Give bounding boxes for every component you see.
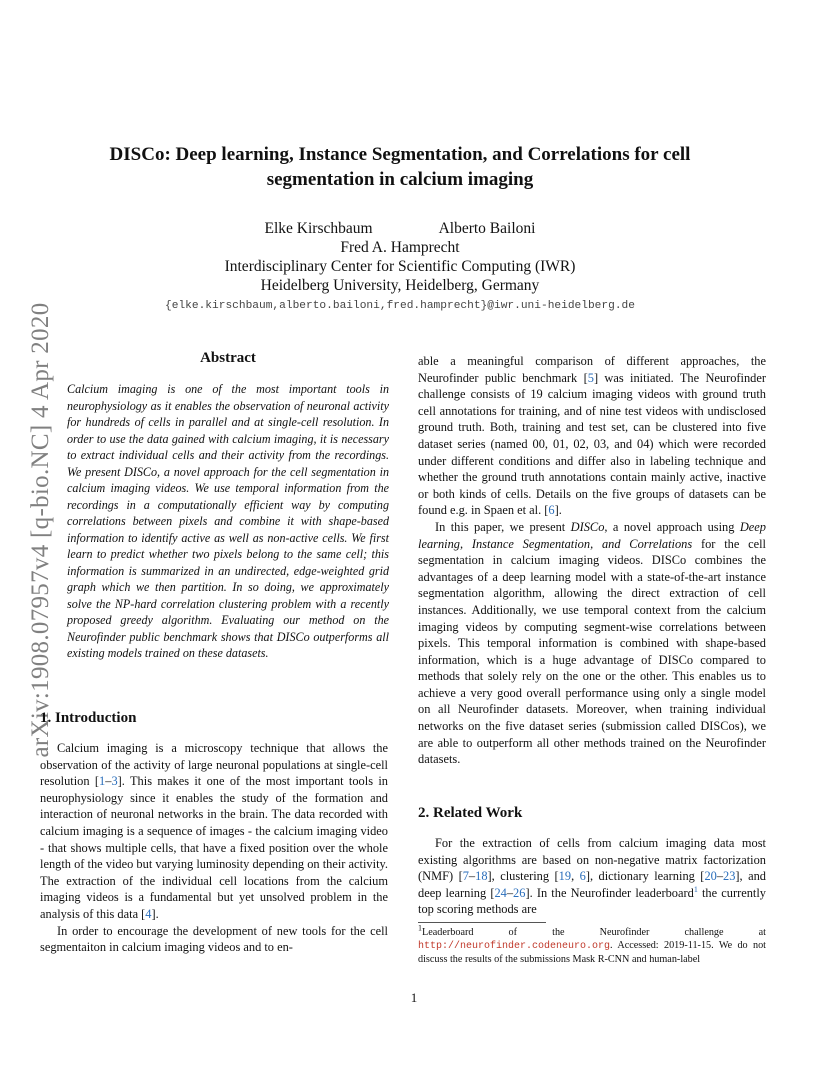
footnote-url-link[interactable]: http://neurofinder.codeneuro.org: [418, 941, 611, 953]
abstract-heading: Abstract: [200, 350, 256, 366]
text: ], clustering [: [487, 869, 559, 884]
intro-paragraph-2: In order to encourage the development of new tools for the cell segmentaiton in calcium imaging videos and to en-: [40, 923, 388, 955]
intro-column: [40, 740, 388, 956]
text: the currently top scoring methods are: [418, 885, 767, 917]
footnote: [418, 923, 766, 967]
related-work-column: [418, 835, 766, 918]
text: –: [506, 885, 514, 900]
text: ].: [554, 503, 562, 518]
text: Leaderboard of the Neurofinder challenge at: [422, 927, 766, 938]
citation-link[interactable]: 20: [704, 869, 717, 884]
text: Calcium imaging is a microscopy technique that allows the observation of the activity of large neuronal populations at single-cell resolution [: [40, 741, 388, 789]
citation-link[interactable]: 6: [548, 503, 555, 518]
footnote-number: 1: [418, 923, 422, 933]
right-paragraph-1: [418, 353, 766, 519]
citation-link[interactable]: 19: [558, 869, 572, 884]
text: for the cell segmentation in calcium imaging videos. DISCo combines the advantages of a deep learning model with a state-of-the-art instance segmentation algorithm, allowing the direct extraction of cell instances. Additionally, we use temporal context from the calcium imaging videos by computing segment-wise correlations between pixels. This temporal information is combined with shape-based information, which is a huge advantage of DISCo compared to methods that solely rely on the one or the other. This enables us to achieve a very good overall performance using only a single model on all Neurofinder datasets. Moreover, when training individual networks on the five dataset series (submission called DISCos), we are able to outperform all other methods trained on the Neurofinder datasets.: [418, 536, 766, 767]
related-paragraph: [418, 835, 766, 918]
citation-link[interactable]: 5: [587, 370, 594, 385]
affiliation-1: Interdisciplinary Center for Scientific Computing (IWR): [224, 258, 576, 275]
related-work-heading: 2. Related Work: [418, 805, 523, 821]
text: ,: [571, 869, 580, 884]
title-line-2: segmentation in calcium imaging: [266, 169, 534, 190]
citation-link[interactable]: 18: [475, 869, 488, 884]
title-line-1: DISCo: Deep learning, Instance Segmentation, and Correlations for cell: [109, 144, 691, 165]
author-2: Alberto Bailoni: [438, 220, 536, 237]
right-paragraph-2: [418, 519, 766, 768]
intro-heading: 1. Introduction: [40, 710, 137, 726]
text: ]. This makes it one of the most important tools in neurophysiology since it enables the study of the formation and interaction of neuronal networks in the brain. The data recorded with calcium imaging is a sequence of images - the calcium imaging video - that shows multiple cells, that have a fixed position over the whole length of the video but varying luminosity depending on their activity. The extraction of the individual cell locations from the calcium imaging videos is a fundamental but yet unsolved problem in the analysis of this data [: [40, 774, 389, 921]
footnote-divider: [418, 922, 546, 923]
citation-link[interactable]: 7: [462, 869, 469, 884]
text: . Accessed: 2019-11-15. We do not discuss the results of the submissions Mask R-CNN and human-label: [418, 940, 766, 966]
text: able a meaningful comparison of different approaches, the Neurofinder public benchmark [: [418, 354, 766, 385]
text: ].: [151, 906, 159, 921]
page-number: 1: [410, 990, 418, 1005]
citation-link[interactable]: 1: [99, 774, 106, 789]
right-column: [418, 353, 766, 768]
text: ]. In the Neurofinder leaderboard: [525, 885, 694, 900]
text: –: [468, 869, 476, 884]
citation-link[interactable]: 23: [723, 869, 736, 884]
author-3: Fred A. Hamprecht: [340, 239, 460, 256]
text: –: [105, 774, 112, 789]
abstract-text: Calcium imaging is one of the most important tools in neurophysiology as it enables the observation of neuronal activity for hundreds of cells in parallel and at single-cell resolution. In order to use the data gained with calcium imaging, it is necessary to extract individual cells and their activity from the recordings. We present DISCo, a novel approach for the cell segmentation in calcium imaging videos. We use temporal information from the recordings in a computationally efficient way by computing correlations between pixels and combine it with shape-based information to identify active as well as non-active cells. We first learn to predict whether two pixels belong to the same cell; this information is summarized in an undirected, edge-weighted grid graph which we then partition. In so doing, we approximately solve the NP-hard correlation clustering problem with a recently proposed greedy algorithm. Evaluating our method on the Neurofinder public benchmark shows that DISCo outperforms all existing models trained on these datasets.: [67, 382, 389, 660]
paper-title: [80, 142, 720, 192]
citation-link[interactable]: 4: [145, 906, 152, 921]
text: –: [716, 869, 724, 884]
text: In this paper, we present: [435, 519, 571, 534]
author-1: Elke Kirschbaum: [264, 220, 373, 237]
citation-link[interactable]: 26: [513, 885, 526, 900]
emphasis: DISCo: [570, 519, 605, 534]
affiliation-2: Heidelberg University, Heidelberg, Germany: [260, 277, 540, 294]
text: ], and deep learning [: [418, 869, 767, 900]
footnote-marker[interactable]: 1: [693, 884, 698, 894]
text: , a novel approach using: [604, 519, 740, 534]
citation-link[interactable]: 6: [579, 869, 586, 884]
citation-link[interactable]: 24: [494, 885, 507, 900]
arxiv-stamp-text: arXiv:1908.07957v4 [q-bio.NC] 4 Apr 2020: [27, 302, 54, 758]
author-block: [120, 219, 680, 316]
citation-link[interactable]: 3: [111, 774, 118, 789]
text: For the extraction of cells from calcium imaging data most existing algorithms are based on non-negative matrix factorization (NMF) [: [418, 836, 766, 884]
text: ] was initiated. The Neurofinder challenge consists of 19 calcium imaging videos with ground truth cell annotations for training, and of nine test videos with undisclosed ground truth. Both, training and test set, can be clustered into five dataset series (named 00, 01, 02, 03, and 04) which were recorded under different conditions and differ also in labeling technique and whether the ground truth annotations contain mainly active, inactive or both kinds of cells. Details on the five groups of datasets can be found e.g. in Spaen et al. [: [418, 370, 767, 518]
author-emails: {elke.kirschbaum,alberto.bailoni,fred.hamprecht}@iwr.uni-heidelberg.de: [165, 300, 635, 312]
intro-paragraph-1: [40, 740, 388, 923]
text: ], dictionary learning [: [585, 869, 705, 884]
emphasis: Deep learning, Instance Segmentation, and Correlations: [418, 519, 767, 551]
